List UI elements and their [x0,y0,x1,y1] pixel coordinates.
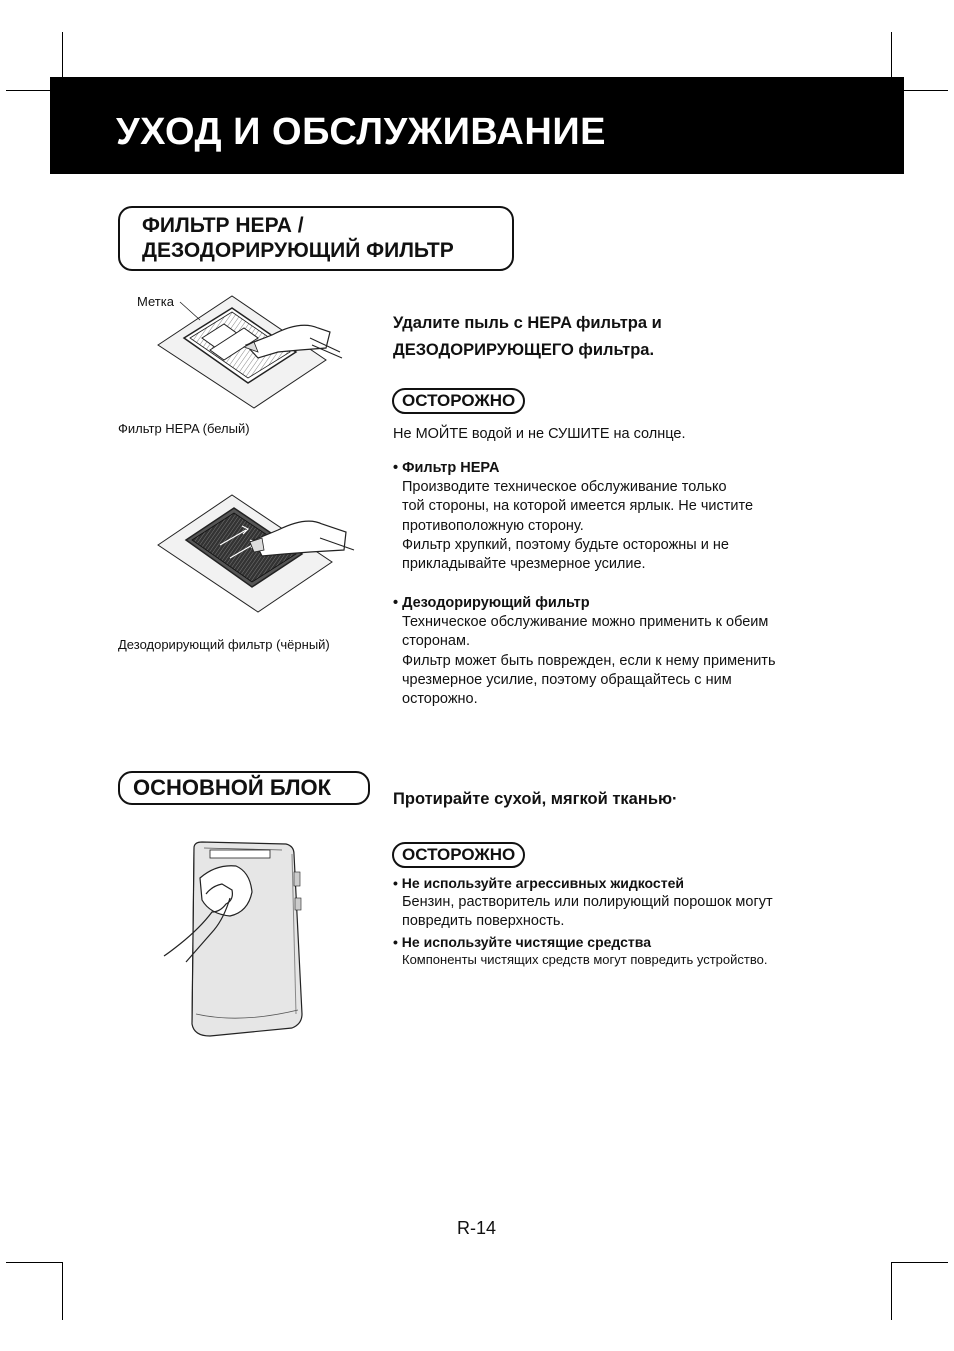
label-mark: Метка [137,294,174,309]
section-title-line1: ФИЛЬТР НЕРА / [142,214,304,237]
deodor-line: Фильтр может быть поврежден, если к нему применить [402,652,776,669]
hepa-filter-illustration [150,290,350,420]
caption-deodorizing-filter: Дезодорирующий фильтр (чёрный) [118,637,330,652]
main-unit-illustration [160,838,310,1043]
header-banner [50,77,904,174]
instruction-line2: ДЕЗОДОРИРУЮЩЕГО фильтра. [393,341,655,359]
deodor-bullet: • Дезодорирующий фильтр [393,595,590,611]
hepa-heading: Фильтр HEPA [402,460,500,476]
caution-label-main: ОСТОРОЖНО [392,842,525,868]
main-item2-text: Компоненты чистящих средств могут повредить устройство. [402,952,768,967]
hepa-paragraph [402,478,753,574]
hepa-line: той стороны, на которой имеется ярлык. Не чистите [402,498,754,515]
crop-mark [6,1262,63,1263]
page-title: УХОД И ОБСЛУЖИВАНИЕ [116,111,606,153]
deodor-heading: Дезодорирующий фильтр [402,595,590,611]
hepa-line: прикладывайте чрезмерное усилие. [402,556,646,573]
deodor-line: сторонам. [402,633,470,650]
main-item1-line: Бензин, растворитель или полирующий порошок могут [402,894,773,910]
hepa-line: противоположную сторону. [402,517,584,534]
main-bullet-1: • Не используйте агрессивных жидкостей [393,875,684,891]
hepa-line: Производите техническое обслуживание только [402,479,727,495]
deodor-line: чрезмерное усилие, поэтому обращайтесь с ним [402,671,732,688]
hepa-line: Фильтр хрупкий, поэтому будьте осторожны и не [402,536,729,553]
deodor-paragraph [402,613,776,709]
section-heading-filter [118,206,514,271]
deodorizing-filter-illustration [150,490,360,620]
deodor-line: Техническое обслуживание можно применить к обеим [402,614,769,630]
section-title-line2: ДЕЗОДОРИРУЮЩИЙ ФИЛЬТР [142,239,454,262]
section-title-main-unit: ОСНОВНОЙ БЛОК [133,775,332,800]
crop-mark [891,1262,948,1263]
main-item2-heading: Не используйте чистящие средства [401,934,651,950]
instruction-line1: Удалите пыль с HEPA фильтра и [393,314,662,332]
caption-hepa-filter: Фильтр HEPA (белый) [118,421,250,436]
main-item1-heading: Не используйте агрессивных жидкостей [401,875,684,891]
section-heading-main-unit [118,771,370,805]
page-number: R-14 [457,1218,497,1238]
hepa-bullet: • Фильтр HEPA [393,460,500,476]
main-item1-paragraph [402,893,773,932]
main-bullet-2: • Не используйте чистящие средства [393,934,651,950]
crop-mark [62,1262,63,1320]
caution-label: ОСТОРОЖНО [392,388,525,414]
deodor-line: осторожно. [402,691,478,708]
main-item1-line: повредить поверхность. [402,913,565,930]
main-instruction: Протирайте сухой, мягкой тканью· [393,790,678,808]
crop-mark [891,1262,892,1320]
caution-text: Не МОЙТЕ водой и не СУШИТЕ на солнце. [393,426,686,442]
